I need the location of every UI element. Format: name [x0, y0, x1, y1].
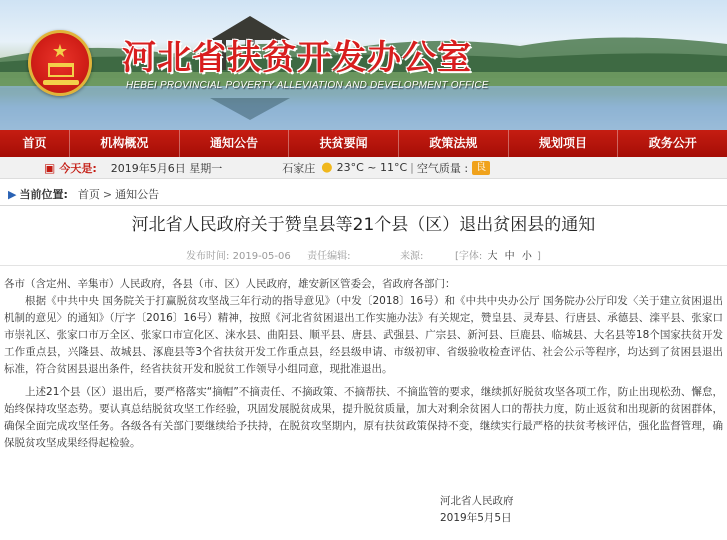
divider — [0, 265, 727, 266]
nav-item-notices[interactable]: 通知公告 — [180, 130, 290, 157]
breadcrumb-home[interactable]: 首页 — [77, 188, 100, 201]
nav-item-news[interactable]: 扶贫要闻 — [289, 130, 399, 157]
location-icon: ▶ — [8, 187, 17, 201]
breadcrumb-notices[interactable]: 通知公告 — [115, 188, 160, 201]
breadcrumb — [8, 186, 159, 202]
article-paragraph: 各市（含定州、辛集市）人民政府，各县（市、区）人民政府，雄安新区管委会，省政府各部门： — [4, 278, 456, 290]
signature: 河北省人民政府 — [440, 495, 514, 507]
nav-item-about[interactable]: 机构概况 — [70, 130, 180, 157]
weather-separator: | — [410, 161, 414, 174]
info-bar — [0, 157, 727, 179]
nav-item-policies[interactable]: 政策法规 — [399, 130, 509, 157]
air-quality-label: 空气质量 : — [416, 161, 469, 175]
header-banner — [0, 0, 727, 130]
main-nav — [0, 130, 727, 157]
nav-item-disclosure[interactable]: 政务公开 — [648, 136, 697, 150]
publish-label: 发布时间: — [186, 251, 230, 262]
weather-temperature: 23°C ~ 11°C — [336, 161, 408, 174]
article-body — [0, 276, 727, 452]
article-signature-block — [440, 493, 514, 527]
article-title: 河北省人民政府关于赞皇县等21个县（区）退出贫困县的通知 — [131, 215, 596, 235]
divider — [0, 205, 727, 206]
article-paragraph: 根据《中共中央 国务院关于打赢脱贫攻坚战三年行动的指导意见》（中发〔2018〕16号）和《中共中央办公厅 国务院办公厅印发〈关于建立贫困退出机制的意见〉的通知》（厅字〔2016〕16号）精神，按照《河北省贫困退出工作实施办法》有关规定，赞皇县、灵寿县、行唐县、承德县、滦平县、张家口市崇礼区、张家口市万全区、张家口市宣化区、涞水县、曲阳县、顺平县、唐县、武强县、广宗县、新河县、巨鹿县、临城县、大名县等18个国家扶贫开发工作重点县，兴隆县、故城县、涿鹿县等3个省扶贫开发工作重点县，经县级申请、市级初审、省级验收检查评估、社会公示等程序，均达到了贫困县退出标准，符合贫困县退出条件，经省扶贫开发和脱贫工作领导小组同意，现批准退出。 — [4, 295, 723, 375]
weather-city: 石家庄 — [282, 161, 316, 175]
site-title: 河北省扶贫开发办公室 — [122, 38, 472, 78]
source-label: 来源: — [400, 251, 424, 262]
today-date: 2019年5月6日 星期一 — [110, 161, 223, 175]
article-paragraph: 上述21个县（区）退出后，要严格落实“摘帽”不摘责任、不摘政策、不摘帮扶、不摘监管的要求，继续抓好脱贫攻坚各项工作，防止出现松劲、懈怠，始终保持攻坚态势。要认真总结脱贫攻坚工作经验，巩固发展脱贫成果，提升脱贫质量，加大对剩余贫困人口的帮扶力度，防止返贫和出现新的贫困群体，确保全面完成攻坚任务。各级各有关部门要继续给予扶持，在脱贫攻坚期内，原有扶贫政策保持不变，继续实行最严格的扶贫考核评估，强化监督管理，确保脱贫攻坚成果经得起检验。 — [4, 386, 723, 449]
editor-label: 责任编辑: — [307, 251, 351, 262]
article-meta — [0, 247, 727, 262]
font-size-close: ] — [537, 251, 541, 262]
font-size-small[interactable]: 小 — [521, 251, 532, 262]
calendar-icon: ▣ — [44, 160, 56, 175]
font-size-medium[interactable]: 中 — [504, 251, 515, 262]
site-subtitle: HEBEI PROVINCIAL POVERTY ALLEVIATION AND DEVELOPMENT OFFICE — [126, 80, 489, 91]
sign-date: 2019年5月5日 — [440, 512, 512, 524]
sun-icon: ● — [321, 160, 333, 175]
nav-item-home[interactable]: 首页 — [0, 130, 70, 157]
nav-item-projects[interactable]: 规划项目 — [509, 130, 619, 157]
font-size-large[interactable]: 大 — [487, 251, 498, 262]
publish-date: 2019-05-06 — [232, 251, 291, 262]
font-size-label: [字体: — [455, 251, 483, 262]
air-quality-badge: 良 — [472, 161, 490, 175]
breadcrumb-separator: > — [102, 187, 113, 201]
breadcrumb-label: 当前位置: — [19, 188, 68, 201]
today-label: 今天是: — [59, 161, 97, 175]
national-emblem-icon: ★ — [28, 30, 92, 96]
